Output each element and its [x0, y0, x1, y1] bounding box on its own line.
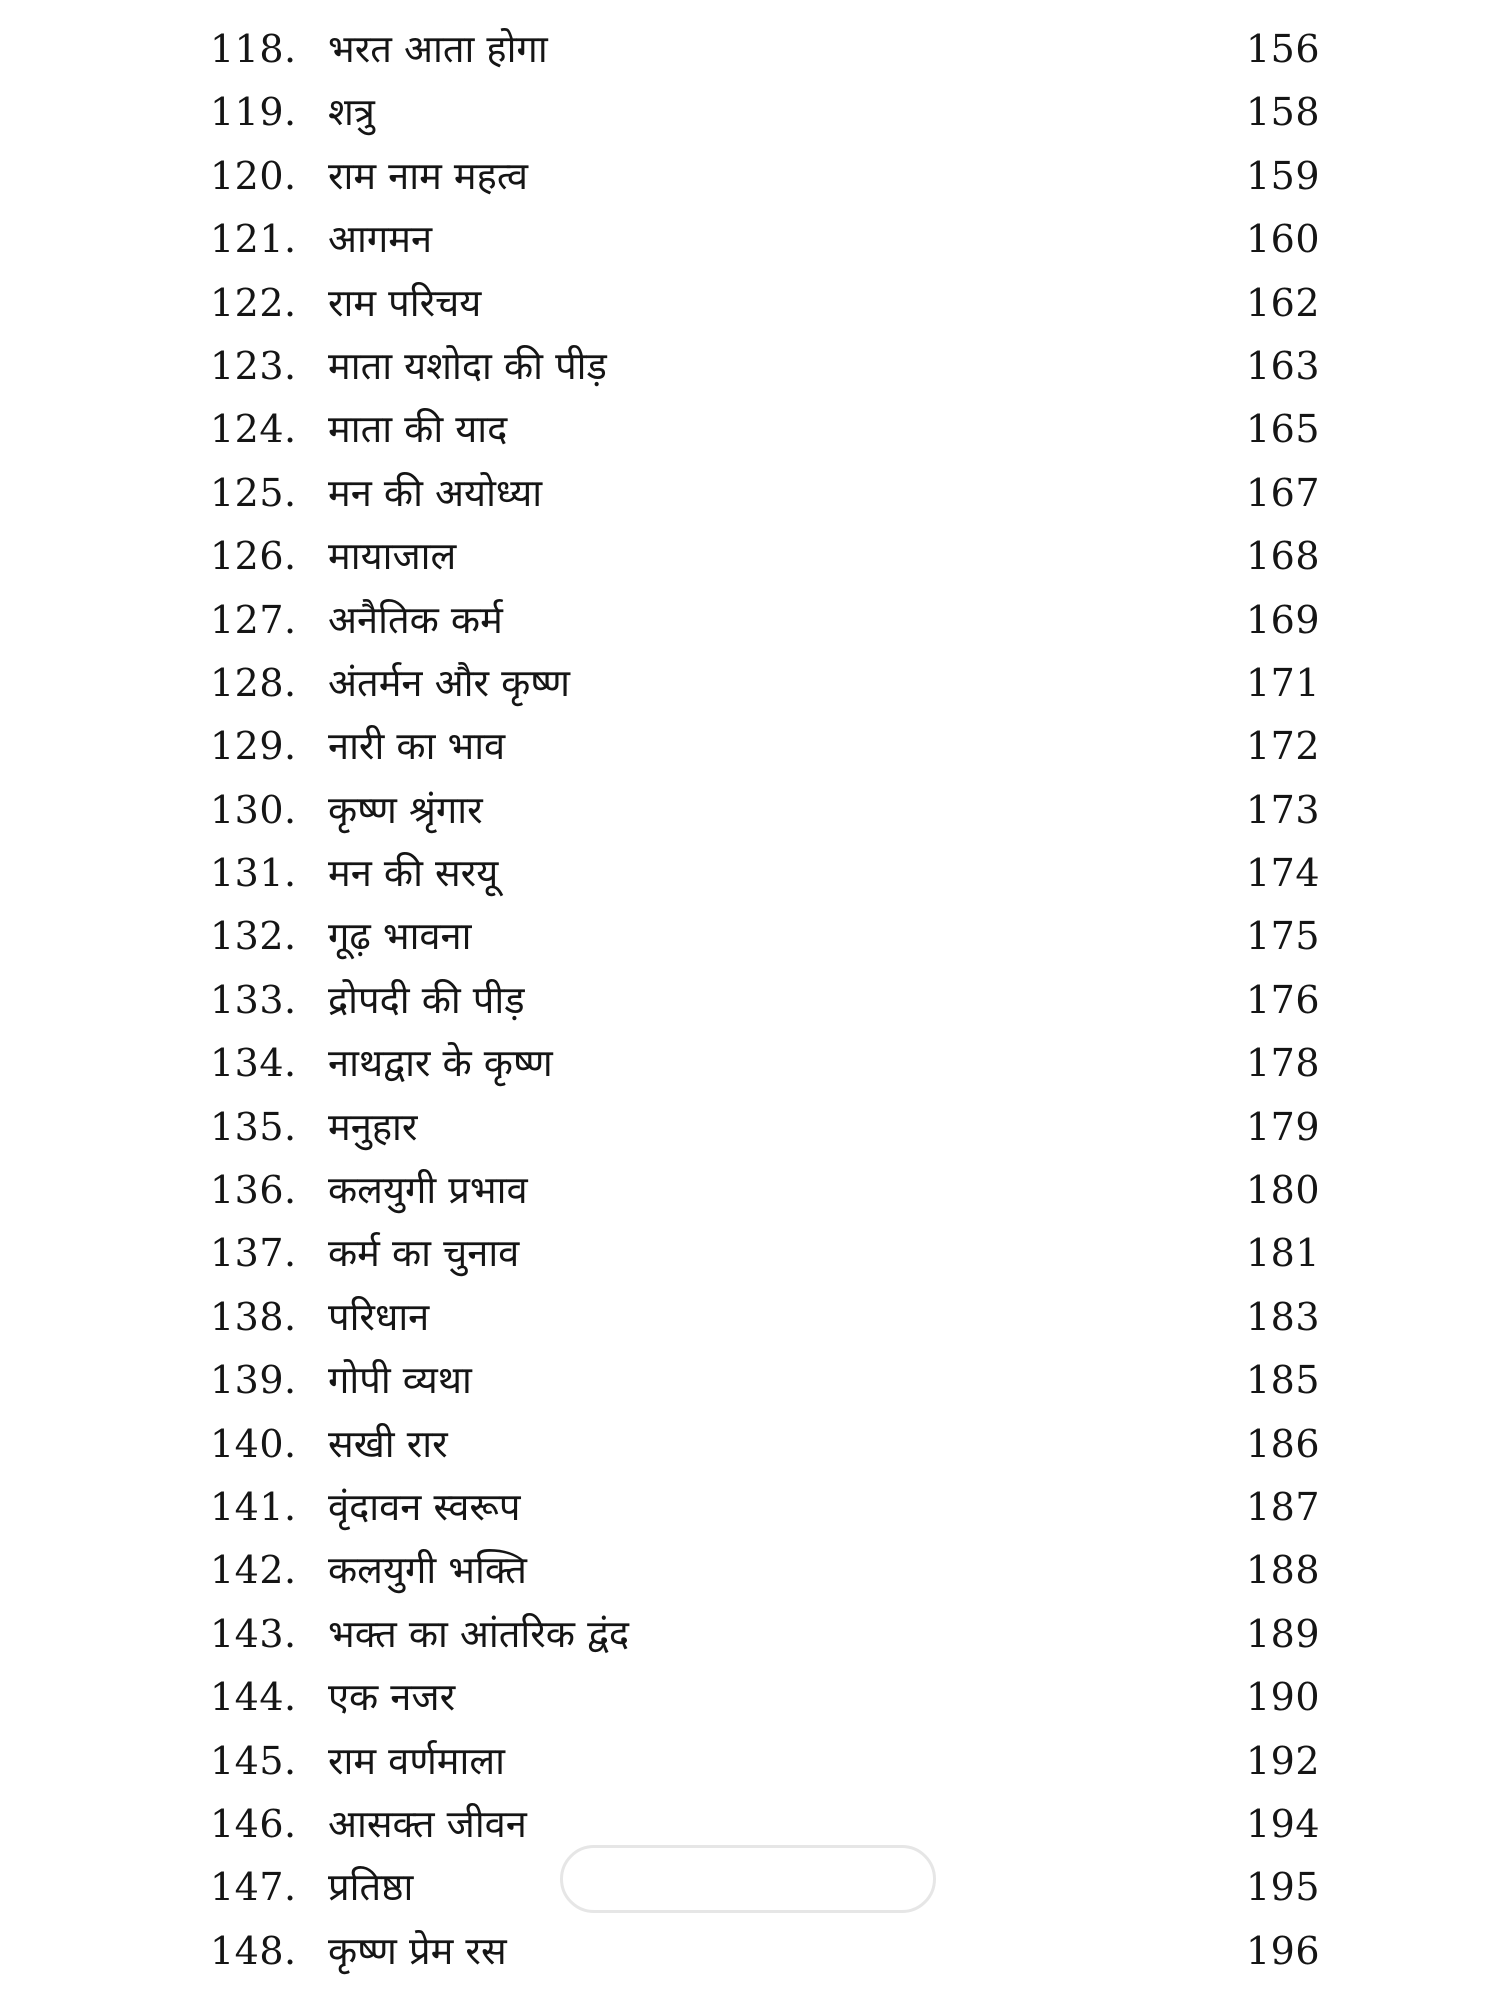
entry-page: 186	[1245, 1421, 1320, 1466]
toc-entry	[190, 525, 1340, 588]
toc-entry	[190, 1920, 1340, 1983]
entry-number: 128.	[210, 660, 297, 705]
toc-entry	[190, 145, 1340, 208]
toc-entry	[190, 335, 1340, 398]
entry-title: मन की सरयू	[328, 851, 499, 896]
entry-page: 183	[1245, 1294, 1320, 1339]
entry-number: 141.	[210, 1484, 297, 1529]
entry-title: आसक्त जीवन	[328, 1801, 527, 1846]
toc-entry	[190, 905, 1340, 968]
entry-number: 140.	[210, 1421, 297, 1466]
entry-title: कलयुगी भक्ति	[328, 1548, 527, 1593]
toc-entry	[190, 1286, 1340, 1349]
entry-title: आगमन	[328, 217, 433, 262]
entry-title: मनुहार	[328, 1104, 418, 1149]
entry-number: 120.	[210, 153, 297, 198]
entry-number: 136.	[210, 1168, 297, 1213]
entry-page: 167	[1245, 470, 1320, 515]
entry-title: नाथद्वार के कृष्ण	[328, 1041, 553, 1086]
entry-page: 180	[1245, 1168, 1320, 1213]
entry-number: 133.	[210, 977, 297, 1022]
toc-entry	[190, 1603, 1340, 1666]
entry-page: 159	[1245, 153, 1320, 198]
entry-number: 135.	[210, 1104, 297, 1149]
toc-entry	[190, 462, 1340, 525]
toc-entry	[190, 1413, 1340, 1476]
entry-title: कलयुगी प्रभाव	[328, 1168, 528, 1213]
entry-page: 185	[1245, 1358, 1320, 1403]
toc-entry	[190, 1856, 1340, 1919]
toc-entry	[190, 208, 1340, 271]
entry-title: प्रतिष्ठा	[328, 1865, 414, 1910]
entry-number: 122.	[210, 280, 297, 325]
entry-page: 158	[1245, 90, 1320, 135]
entry-title: अनैतिक कर्म	[328, 597, 503, 642]
entry-page: 169	[1245, 597, 1320, 642]
entry-page: 160	[1245, 217, 1320, 262]
entry-page: 189	[1245, 1611, 1320, 1656]
entry-page: 194	[1245, 1801, 1320, 1846]
entry-number: 144.	[210, 1675, 297, 1720]
entry-number: 146.	[210, 1801, 297, 1846]
entry-page: 165	[1245, 407, 1320, 452]
toc-entry	[190, 842, 1340, 905]
entry-number: 148.	[210, 1928, 297, 1973]
entry-title: कर्म का चुनाव	[328, 1231, 520, 1276]
toc-entry	[190, 1666, 1340, 1729]
entry-number: 145.	[210, 1738, 297, 1783]
toc-entry	[190, 1476, 1340, 1539]
entry-number: 130.	[210, 787, 297, 832]
entry-number: 121.	[210, 217, 297, 262]
entry-page: 196	[1245, 1928, 1320, 1973]
entry-number: 132.	[210, 914, 297, 959]
entry-number: 138.	[210, 1294, 297, 1339]
entry-number: 139.	[210, 1358, 297, 1403]
entry-title: एक नजर	[328, 1675, 456, 1720]
entry-title: भरत आता होगा	[328, 27, 548, 71]
entry-page: 181	[1245, 1231, 1320, 1276]
toc-entry	[190, 1539, 1340, 1602]
entry-title: गूढ़ भावना	[328, 914, 472, 959]
entry-number: 119.	[210, 90, 297, 135]
toc-entry	[190, 969, 1340, 1032]
toc-entry	[190, 589, 1340, 652]
entry-number: 143.	[210, 1611, 297, 1656]
entry-number: 131.	[210, 851, 297, 896]
toc-entry	[190, 1159, 1340, 1222]
entry-title: परिधान	[328, 1294, 430, 1339]
entry-title: गोपी व्यथा	[328, 1358, 472, 1403]
entry-title: माता यशोदा की पीड़	[328, 343, 607, 388]
toc-entry	[190, 398, 1340, 461]
entry-number: 126.	[210, 534, 297, 579]
entry-page: 187	[1245, 1484, 1320, 1529]
entry-number: 147.	[210, 1865, 297, 1910]
table-of-contents	[190, 18, 1340, 1983]
toc-entry	[190, 1096, 1340, 1159]
toc-entry	[190, 272, 1340, 335]
entry-number: 137.	[210, 1231, 297, 1276]
entry-title: राम परिचय	[328, 280, 482, 325]
entry-number: 125.	[210, 470, 297, 515]
entry-title: राम वर्णमाला	[328, 1738, 505, 1783]
entry-title: द्रोपदी की पीड़	[328, 977, 525, 1022]
entry-page: 176	[1245, 977, 1320, 1022]
entry-page: 178	[1245, 1041, 1320, 1086]
entry-number: 118.	[210, 27, 297, 71]
entry-page: 195	[1245, 1865, 1320, 1910]
entry-number: 127.	[210, 597, 297, 642]
entry-title: सखी रार	[328, 1421, 448, 1466]
toc-entry	[190, 81, 1340, 144]
entry-page: 171	[1245, 660, 1320, 705]
toc-entry	[190, 1730, 1340, 1793]
toc-entry	[190, 18, 1340, 81]
entry-title: माता की याद	[328, 407, 508, 452]
entry-page: 163	[1245, 343, 1320, 388]
entry-number: 134.	[210, 1041, 297, 1086]
entry-page: 190	[1245, 1675, 1320, 1720]
entry-title: मन की अयोध्या	[328, 470, 543, 515]
toc-entry	[190, 779, 1340, 842]
entry-page: 162	[1245, 280, 1320, 325]
entry-page: 175	[1245, 914, 1320, 959]
entry-page: 168	[1245, 534, 1320, 579]
entry-number: 129.	[210, 724, 297, 769]
entry-number: 123.	[210, 343, 297, 388]
entry-title: नारी का भाव	[328, 724, 506, 769]
entry-title: कृष्ण प्रेम रस	[328, 1928, 507, 1973]
toc-entry	[190, 1222, 1340, 1285]
entry-title: मायाजाल	[328, 534, 457, 579]
toc-entry	[190, 1349, 1340, 1412]
entry-number: 142.	[210, 1548, 297, 1593]
toc-entry	[190, 1793, 1340, 1856]
toc-entry	[190, 1032, 1340, 1095]
entry-page: 179	[1245, 1104, 1320, 1149]
entry-title: भक्त का आंतरिक द्वंद	[328, 1611, 630, 1656]
toc-entry	[190, 715, 1340, 778]
entry-page: 173	[1245, 787, 1320, 832]
toc-entry	[190, 652, 1340, 715]
entry-page: 172	[1245, 724, 1320, 769]
entry-number: 124.	[210, 407, 297, 452]
entry-title: वृंदावन स्वरूप	[328, 1484, 521, 1529]
entry-title: कृष्ण श्रृंगार	[328, 787, 483, 832]
entry-title: अंतर्मन और कृष्ण	[328, 660, 570, 705]
entry-page: 156	[1245, 27, 1320, 71]
entry-page: 188	[1245, 1548, 1320, 1593]
entry-title: राम नाम महत्व	[328, 153, 529, 198]
entry-title: शत्रु	[328, 90, 375, 135]
entry-page: 192	[1245, 1738, 1320, 1783]
entry-page: 174	[1245, 851, 1320, 896]
